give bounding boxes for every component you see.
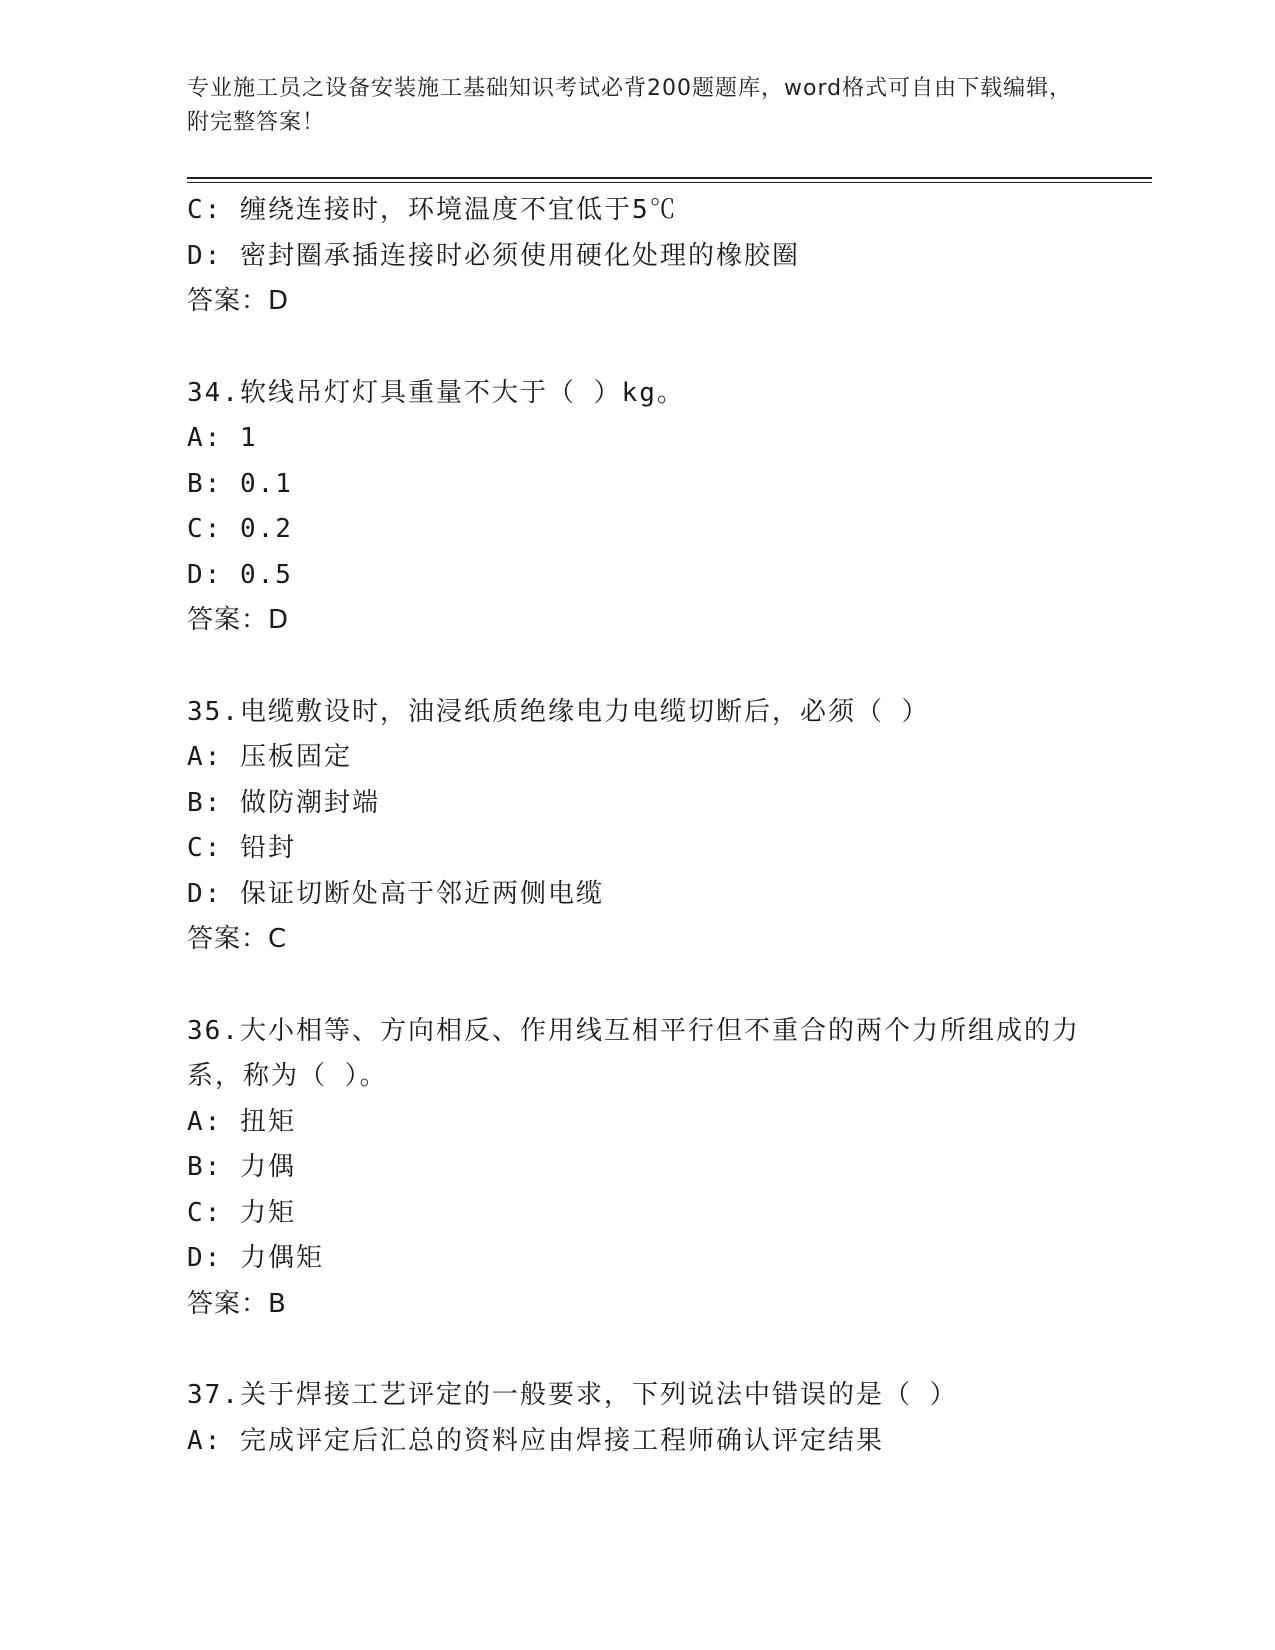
option-d: D: 保证切断处高于邻近两侧电缆	[187, 878, 604, 909]
question-stem: 36.大小相等、方向相反、作用线互相平行但不重合的两个力所组成的力系，称为（ ）。	[187, 1015, 1080, 1091]
question-stem: 34.软线吊灯灯具重量不大于（ ）kg。	[187, 377, 685, 408]
question-35	[187, 690, 1117, 963]
option-d: D: 0.5	[187, 559, 293, 590]
document-title: 专业施工员之设备安装施工基础知识考试必背200题题库，word格式可自由下载编辑，附完整答案！	[187, 76, 1073, 135]
option-c: C: 0.2	[187, 514, 293, 544]
question-list	[187, 188, 1117, 1464]
question-block-continued	[187, 188, 1117, 325]
option-a: A: 1	[187, 423, 258, 453]
option-a: A: 压板固定	[187, 742, 352, 772]
question-spacer	[187, 644, 1117, 690]
question-36	[187, 1009, 1117, 1328]
option-c: C: 缠绕连接时，环境温度不宜低于5℃	[187, 195, 678, 225]
option-b: B: 做防潮封端	[187, 787, 380, 818]
option-d: D: 密封圈承插连接时必须使用硬化处理的橡胶圈	[187, 240, 800, 271]
question-37	[187, 1373, 1117, 1464]
question-spacer	[187, 963, 1117, 1009]
option-a: A: 完成评定后汇总的资料应由焊接工程师确认评定结果	[187, 1425, 884, 1456]
answer-line: 答案：D	[187, 286, 290, 316]
answer-line: 答案：C	[187, 924, 288, 954]
answer-line: 答案：B	[187, 1288, 287, 1319]
option-c: C: 力矩	[187, 1197, 296, 1228]
question-stem: 37.关于焊接工艺评定的一般要求，下列说法中错误的是（ ）	[187, 1380, 958, 1410]
question-spacer	[187, 1327, 1117, 1373]
option-b: B: 力偶	[187, 1152, 296, 1182]
header-divider-thin	[187, 182, 1152, 183]
option-b: B: 0.1	[187, 468, 293, 499]
answer-line: 答案：D	[187, 605, 290, 635]
option-d: D: 力偶矩	[187, 1243, 324, 1273]
header-divider	[187, 177, 1152, 179]
document-header	[187, 72, 1087, 140]
option-c: C: 铅封	[187, 833, 296, 863]
question-spacer	[187, 325, 1117, 371]
question-stem: 35.电缆敷设时，油浸纸质绝缘电力电缆切断后，必须（ ）	[187, 696, 930, 727]
question-34	[187, 371, 1117, 644]
option-a: A: 扭矩	[187, 1106, 296, 1137]
